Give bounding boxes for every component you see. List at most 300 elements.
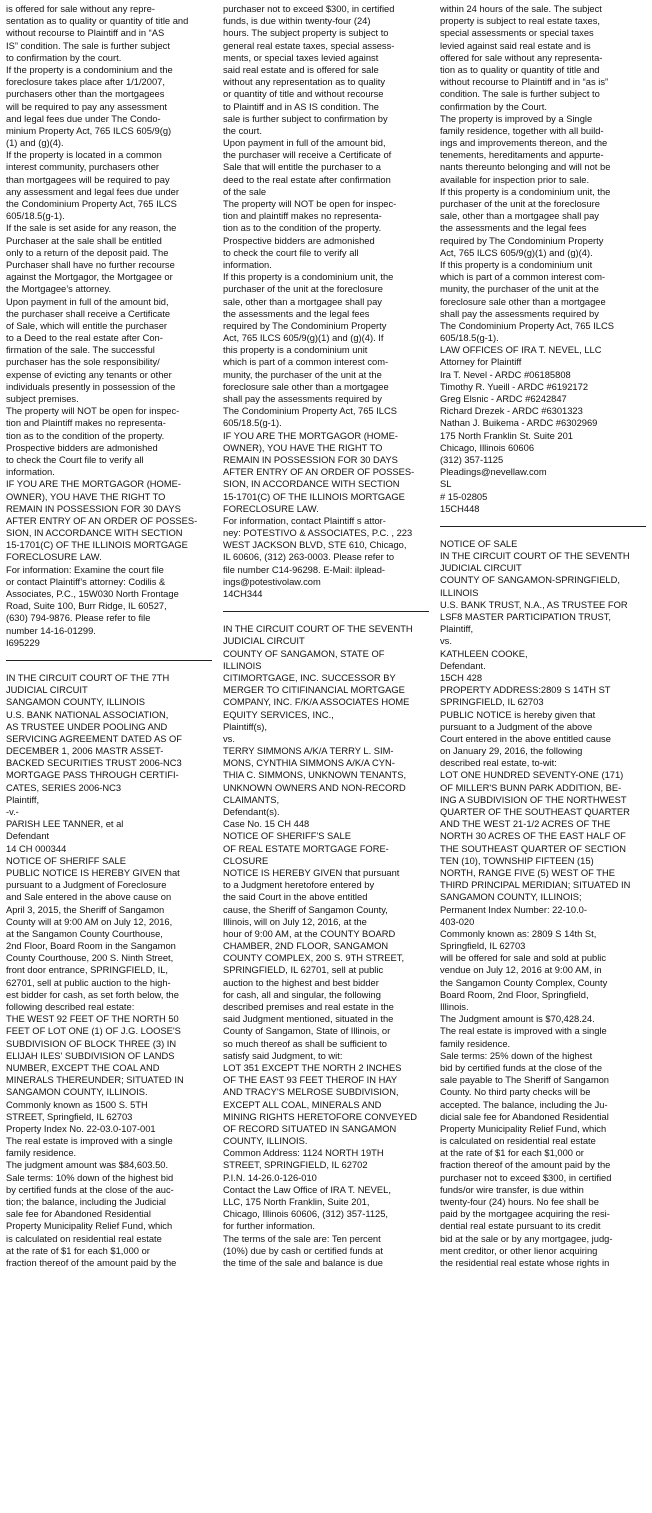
notice-text-line: JUDICIAL CIRCUIT [223,636,305,647]
notice-text-line: purchaser of the unit at the foreclosure [440,199,600,209]
notice-text-line: If the property is a condominium and the [6,64,173,75]
notice-text-block [223,623,429,1269]
notice-text-line: general real estate taxes, special assess- [223,40,395,51]
notice-text-line: purchasers other than the mortgagees [6,89,165,100]
notice-text-line: 15CH448 [440,503,480,514]
notice-text-line: Associates, P.C., 15W030 North Frontage [6,589,179,599]
notice-text-line: paid by the mortgagee acquiring the resi- [440,1209,610,1220]
notice-text-line: KATHLEEN COOKE, [440,648,528,659]
notice-text-line: tenements, hereditaments and appurte- [440,150,604,161]
notice-text-line: accepted. The balance, including the Ju- [440,1099,608,1110]
notice-text-line: LOT 351 EXCEPT THE NORTH 2 INCHES [223,1062,402,1073]
notice-text-line: to a Deed to the real estate after Con- [6,333,163,344]
notice-text-line: family residence. [440,1038,511,1049]
notice-text-line: ings@potestivolaw.com [223,576,321,587]
notice-text-line: purchaser has the sole responsibility/ [6,357,160,368]
notice-text-line: is calculated on residential real estate [6,1233,162,1244]
notice-text-line: and legal fees due under The Condo- [6,113,161,124]
notice-text-line: pursuant to a Judgment of the above [440,721,593,732]
notice-text-line: the purchaser will receive a Certificate of [223,150,392,161]
notice-text-line: IS” condition. The sale is further subject [6,40,170,51]
notice-text-line: this property is a condominium unit [223,345,368,356]
notice-text-line: Sale terms: 25% down of the highest [440,1050,593,1061]
notice-text-line: to check the court file to verify all [223,247,359,258]
notice-text-line: MINERALS THEREUNDER; SITUATED IN [6,1075,184,1086]
notice-text-line: Purchaser at the sale shall be entitled [6,235,162,246]
notice-text-line: is offered for sale without any repre- [6,4,155,14]
notice-text-line: vendue on July 12, 2016 at 9:00 AM, in [440,965,602,976]
notice-text-line: 15-1701(C) OF THE ILLINOIS MORTGAGE [6,540,188,551]
notice-text-line: SL [440,479,452,490]
notice-text-line: interest community, purchasers other [6,162,160,173]
notice-text-line: ILLINOIS [440,587,479,598]
notice-text-line: If the property is located in a common [6,150,162,161]
notice-text-line: ment creditor, or other lienor acquiring [440,1245,598,1256]
notice-text-line: twenty-four (24) hours. No fee shall be [440,1197,599,1207]
notice-text-line: OF THE EAST 93 FEET THEROF IN HAY [223,1075,398,1086]
notice-text-line: foreclosure sale other than a mortgagee [223,381,389,392]
notice-text-line: JUDICIAL CIRCUIT [6,685,88,696]
notice-text-line: without recourse to Plaintiff and in “AS [6,28,165,39]
notice-text-line: STREET, Springfield, IL 62703 [6,1111,133,1122]
notice-text-line: County will at 9:00 AM on July 12, 2016, [6,916,173,927]
notice-text-line: dential real estate pursuant to its credit [440,1221,601,1232]
notice-text-line: family residence, together with all build- [440,125,604,136]
notice-text-block [6,672,212,1269]
notice-text-line: The property will NOT be open for inspec- [6,406,180,417]
notice-text-line: hours. The subject property is subject to [223,28,389,39]
notice-text-line: IN THE CIRCUIT COURT OF THE SEVENTH [440,551,630,562]
notice-text-line: ney: POTESTIVO & ASSOCIATES, P.C. , 223 [223,528,413,539]
notice-text-line: so much thereof as shall be sufficient to [223,1038,387,1049]
notice-text-line: AND TRACY'S MELROSE SUBDIVISION, [223,1087,399,1098]
notice-text-line: SION, IN ACCORDANCE WITH SECTION [223,479,400,490]
notice-text-line: Defendant. [440,660,486,671]
notice-text-line: Property Index No. 22-03.0-107-001 [6,1123,156,1134]
notice-text-line: tion as to the condition of the property. [223,223,382,234]
notice-text-line: NUMBER, EXCEPT THE COAL AND [6,1062,160,1073]
notice-text-line: COUNTY COMPLEX, 200 S. 9TH STREET, [223,953,405,964]
notice-text-line: If this property is a condominium unit [440,259,593,270]
notice-text-line: COUNTY OF SANGAMON-SPRINGFIELD, [440,575,620,586]
notice-text-line: 14 CH 000344 [6,843,67,854]
notice-column-2 [223,3,429,1509]
notice-text-line: on January 29, 2016, the following [440,746,583,757]
notice-text-line: ILLINOIS [223,660,262,671]
notice-text-line: (312) 357-1125 [440,454,504,465]
notice-text-line: FORECLOSURE LAW. [6,552,102,563]
notice-text-line: Board Room, 2nd Floor, Springfield, [440,989,589,1000]
notice-text-line: to a Judgment heretofore entered by [223,880,375,891]
notice-text-line: individuals presently in possession of the [6,381,176,392]
notice-text-line: BACKED SECURITIES TRUST 2006-NC3 [6,758,182,769]
notice-text-line: LSF8 MASTER PARTICIPATION TRUST, [440,612,611,622]
notice-text-line: LLC, 175 North Franklin, Suite 201, [223,1197,370,1207]
notice-text-line: Permanent Index Number: 22-10.0- [440,904,587,915]
notice-text-line: If this property is a condominium unit, the [440,186,611,197]
notice-text-line: Illinois, will on July 12, 2016, at the [223,916,367,927]
notice-text-line: munity, the purchaser of the unit at the [223,369,382,380]
notice-text-line: The property will NOT be open for inspec- [223,199,397,209]
notice-text-line: confirmation by the Court. [440,101,547,112]
notice-text-block [440,3,646,515]
notice-text-line: expense of evicting any tenants or other [6,369,172,380]
notice-text-line: NOTICE OF SHERIFF'S SALE [223,831,351,842]
notice-text-line: OF REAL ESTATE MORTGAGE FORE- [223,843,389,854]
notice-text-line: or contact Plaintiff’s attorney: Codilis & [6,576,166,587]
notice-text-line: than mortgagees will be required to pay [6,174,170,185]
notice-text-line: cause, the Sheriff of Sangamon County, [223,904,388,915]
notice-text-line: tion; the balance, including the Judicial [6,1197,166,1207]
notice-text-line: NOTICE OF SALE [440,538,518,549]
notice-text-line: Common Address: 1124 NORTH 19TH [223,1148,384,1159]
notice-text-line: required by The Condominium Property [223,320,387,331]
notice-text-line: auction to the highest and best bidder [223,977,379,988]
notice-text-line: of the sale [223,186,267,197]
notice-text-line: COUNTY OF SANGAMON, STATE OF [223,648,385,659]
notice-text-line: Commonly known as: 2809 S 14th St, [440,928,597,939]
notice-text-line: 605/18.5(g-1). [223,418,282,429]
notice-text-line: required by The Condominium Property [440,235,604,246]
notice-divider [6,660,212,661]
notice-text-line: NORTH 30 ACRES OF THE EAST HALF OF [440,831,626,842]
notice-text-line: satisfy said Judgment, to wit: [223,1050,343,1061]
notice-text-line: CLAIMANTS, [223,794,280,805]
notice-text-line: and Sale entered in the above cause on [6,892,172,903]
notice-column-3 [440,3,646,1509]
notice-text-line: I695229 [6,637,40,648]
notice-text-line: QUARTER OF THE SOUTHEAST QUARTER [440,807,630,817]
notice-text-line: 62701, sell at public auction to the high- [6,977,171,988]
notice-text-line: Sale terms: 10% down of the highest bid [6,1172,174,1183]
notice-text-line: REMAIN IN POSSESSION FOR 30 DAYS [223,454,398,465]
notice-text-line: at the rate of $1 for each $1,000 or [6,1245,150,1256]
notice-text-line: OF RECORD SITUATED IN SANGAMON [223,1123,397,1134]
notice-text-line: ings and improvements thereon, and the [440,138,608,149]
notice-text-line: COMPANY, INC. F/K/A ASSOCIATES HOME [223,697,410,708]
notice-text-line: Case No. 15 CH 448 [223,819,310,830]
notice-text-line: against the Mortgagor, the Mortgagee or [6,272,173,283]
notice-text-line: SPRINGFIELD, IL 62701, sell at public [223,965,384,976]
notice-text-line: vs. [440,636,452,647]
notice-text-line: The property is improved by a Single [440,113,593,124]
notice-text-line: NOTICE OF SHERIFF SALE [6,855,126,866]
notice-text-line: purchaser of the unit at the foreclosure [223,284,383,295]
notice-text-line: Attorney for Plaintiff [440,357,522,368]
notice-text-line: will be required to pay any assessment [6,101,168,112]
notice-divider [223,611,429,612]
notice-text-line: the time of the sale and balance is due [223,1257,383,1268]
notice-text-line: available for inspection prior to sale. [440,174,590,185]
notice-text-line: ments, or special taxes levied against [223,52,379,63]
notice-text-line: Chicago, Illinois 60606 [440,442,535,453]
notice-text-line: Nathan J. Buikema - ARDC #6302969 [440,418,598,429]
notice-text-line: 15CH 428 [440,672,483,683]
notice-text-line: dicial sale fee for Abandoned Residential [440,1111,609,1122]
notice-text-line: For information: Examine the court file [6,564,164,575]
notice-text-line: Defendant [6,831,50,842]
notice-text-line: IL 60606, (312) 263-0003. Please refer to [223,552,395,563]
notice-text-line: sale payable to The Sheriff of Sangamon [440,1075,609,1086]
notice-text-line: bid by certified funds at the close of the [440,1062,603,1073]
notice-text-line: Act, 765 ILCS 605/9(g)(1) and (g)(4). If [223,333,384,344]
notice-text-line: (630) 794-9876. Please refer to file [6,613,151,624]
notice-text-line: firmation of the sale. The successful [6,345,155,356]
notice-text-line: Greg Elsnic - ARDC #6242847 [440,394,567,404]
notice-text-line: CLOSURE [223,855,269,866]
notice-text-line: PROPERTY ADDRESS:2809 S 14TH ST [440,685,611,696]
notice-text-line: is calculated on residential real estate [440,1136,596,1147]
notice-text-line: EQUITY SERVICES, INC., [223,709,334,720]
notice-text-line: Springfield, IL 62703 [440,941,526,952]
notice-text-line: County. No third party checks will be [440,1087,591,1098]
notice-text-line: 605/18.5(g-1). [6,211,65,222]
notice-text-line: for cash, all and singular, the following [223,989,381,1000]
notice-text-line: purchaser not to exceed $300, in certified [223,4,395,14]
notice-text-line: the court. [223,125,262,136]
notice-text-line: Timothy R. Yueill - ARDC #6192172 [440,381,589,392]
notice-text-line: COUNTY, ILLINOIS. [223,1136,308,1147]
notice-text-line: hour of 9:00 AM, at the COUNTY BOARD [223,928,396,939]
notice-text-line: levied against said real estate and is [440,40,591,51]
notice-text-line: Act, 765 ILCS 605/9(g)(1) and (g)(4). [440,247,593,258]
notice-text-line: front door entrance, SPRINGFIELD, IL, [6,965,169,976]
notice-text-line: TERRY SIMMONS A/K/A TERRY L. SIM- [223,746,394,757]
notice-text-line: (1) and (g)(4). [6,138,64,149]
notice-text-line: FORECLOSURE LAW. [223,503,319,514]
notice-text-line: IN THE CIRCUIT COURT OF THE 7TH [6,672,170,683]
notice-text-line: special assessments or special taxes [440,28,594,39]
notice-text-line: the assessments and the legal fees [223,308,370,319]
notice-text-line: purchaser not to exceed $300, in certified [440,1172,612,1183]
notice-text-line: tion as to the condition of the property. [6,430,165,441]
notice-text-line: foreclosure sale other than a mortgagee [440,296,606,307]
notice-text-line: Prospective bidders are admonished [6,442,158,453]
notice-text-line: MINING RIGHTS HERETOFORE CONVEYED [223,1111,417,1122]
notice-text-line: WEST JACKSON BLVD, STE 610, Chicago, [223,540,407,551]
notice-text-line: 175 North Franklin St. Suite 201 [440,430,573,441]
notice-text-line: SANGAMON COUNTY, ILLINOIS. [6,1087,148,1098]
notice-text-line: AFTER ENTRY OF AN ORDER OF POSSES- [223,467,415,478]
notice-text-line: Commonly known as 1500 S. 5TH [6,1099,148,1110]
notice-text-line: DECEMBER 1, 2006 MASTR ASSET- [6,746,164,757]
notice-text-line: at the Sangamon County Courthouse, [6,928,163,939]
notice-text-block [223,3,429,600]
notice-text-line: Pleadings@nevellaw.com [440,467,547,478]
notice-text-line: number 14-16-01299. [6,625,96,636]
notice-text-line: SANGAMON COUNTY, ILLINOIS [6,697,145,708]
notice-text-line: described real estate, to-wit: [440,758,557,769]
notice-text-line: Plaintiff, [6,794,40,805]
notice-text-line: family residence. [6,1148,77,1159]
notice-text-line: which is part of a common interest com- [223,357,389,368]
notice-text-line: (10%) due by cash or certified funds at [223,1245,383,1256]
notice-text-line: The Condominium Property Act, 765 ILCS [223,406,397,417]
notice-text-line: Contact the Law Office of IRA T. NEVEL, [223,1184,391,1195]
notice-text-line: sale, other than a mortgagee shall pay [440,211,599,222]
notice-text-line: Road, Suite 100, Burr Ridge, IL 60527, [6,601,167,612]
notice-text-line: without recourse to Plaintiff and in “as is” [440,77,609,88]
notice-text-line: IF YOU ARE THE MORTGAGOR (HOME- [223,430,398,441]
notice-text-block [6,3,212,649]
notice-text-line: U.S. BANK NATIONAL ASSOCIATION, [6,709,169,720]
notice-text-line: Chicago, Illinois 60606, (312) 357-1125, [223,1209,389,1220]
notice-text-line: Plaintiff, [440,624,474,635]
notice-text-line: the assessments and the legal fees [440,223,587,234]
notice-text-line: minium Property Act, 765 ILCS 605/9(g) [6,125,172,136]
notice-text-line: the purchaser shall receive a Certificate [6,308,171,319]
notice-text-line: STREET, SPRINGFIELD, IL 62702 [223,1160,368,1171]
notice-text-line: NORTH, RANGE FIVE (5) WEST OF THE [440,867,615,878]
notice-text-line: information. [223,259,272,270]
notice-text-block [440,538,646,1269]
notice-text-line: sale is further subject to confirmation by [223,113,388,124]
notice-text-line: funds, is due within twenty-four (24) [223,16,371,27]
notice-text-line: THIA C. SIMMONS, UNKNOWN TENANTS, [223,770,407,781]
notice-column-1 [6,3,212,1509]
notice-text-line: to check the Court file to verify all [6,454,144,465]
notice-text-line: SION, IN ACCORDANCE WITH SECTION [6,528,183,539]
notice-text-line: AS TRUSTEE UNDER POOLING AND [6,721,168,732]
notice-text-line: without any representation as to quality [223,77,386,88]
notice-text-line: UNKNOWN OWNERS AND NON-RECORD [223,782,406,793]
notice-text-line: CHAMBER, 2ND FLOOR, SANGAMON [223,941,389,952]
notice-text-line: munity, the purchaser of the unit at the [440,284,599,295]
notice-text-line: 403-020 [440,916,475,927]
notice-text-line: NOTICE IS HEREBY GIVEN that pursuant [223,867,400,878]
notice-text-line: THIRD PRINCIPAL MERIDIAN; SITUATED IN [440,880,631,891]
notice-text-line: deed to the real estate after confirmation [223,174,391,185]
notice-text-line: bid at the sale or by any mortgagee, judg- [440,1233,613,1244]
notice-text-line: MORTGAGE PASS THROUGH CERTIFI- [6,770,179,781]
notice-text-line: within 24 hours of the sale. The subject [440,4,602,14]
notice-text-line: SPRINGFIELD, IL 62703 [440,697,544,708]
notice-text-line: Court entered in the above entitled cause [440,733,611,744]
notice-text-line: U.S. BANK TRUST, N.A., AS TRUSTEE FOR [440,599,628,610]
notice-text-line: TEN (10), TOWNSHIP FIFTEEN (15) [440,855,594,866]
notice-text-line: only to a return of the deposit paid. The [6,247,169,258]
notice-text-line: property is subject to real estate taxes, [440,16,600,27]
notice-text-line: # 15-02805 [440,491,488,502]
notice-text-line: ING A SUBDIVISION OF THE NORTHWEST [440,794,627,805]
notice-text-line: Property Municipality Relief Fund, which [6,1221,173,1232]
notice-text-line: fraction thereof of the amount paid by the [6,1257,177,1268]
notice-text-line: The real estate is improved with a single [6,1136,173,1147]
notice-text-line: or quantity of title and without recourse [223,89,384,100]
notice-text-line: OWNER), YOU HAVE THE RIGHT TO [223,442,383,453]
notice-text-line: the said Court in the above entitled [223,892,368,903]
notice-text-line: vs. [223,733,235,744]
notice-text-line: Ira T. Nevel - ARDC #06185808 [440,369,571,380]
notice-text-line: file number C14-96298. E-Mail: ilplead- [223,564,386,575]
notice-text-line: shall pay the assessments required by [440,308,599,319]
notice-text-line: SUBDIVISION OF BLOCK THREE (3) IN [6,1038,177,1049]
notice-text-line: offered for sale without any representa- [440,52,603,63]
notice-text-line: OWNER), YOU HAVE THE RIGHT TO [6,491,166,502]
notice-text-line: PUBLIC NOTICE is hereby given that [440,709,596,720]
notice-text-line: Richard Drezek - ARDC #6301323 [440,406,583,417]
notice-text-line: CITIMORTGAGE, INC. SUCCESSOR BY [223,672,396,683]
notice-text-line: the Sangamon County Complex, County [440,977,608,988]
notice-text-line: information. [6,467,55,478]
notice-text-line: shall pay the assessments required by [223,394,382,404]
notice-text-line: sentation as to quality or quantity of title and [6,16,189,27]
notice-text-line: IF YOU ARE THE MORTGAGOR (HOME- [6,479,181,490]
notice-text-line: The real estate is improved with a single [440,1026,607,1037]
notice-text-line: PUBLIC NOTICE IS HEREBY GIVEN that [6,867,180,878]
notice-text-line: tion as to quality or quantity of title and [440,64,600,75]
notice-text-line: SERVICING AGREEMENT DATED AS OF [6,733,183,744]
notice-text-line: funds/or wire transfer, is due within [440,1184,584,1195]
notice-text-line: LAW OFFICES OF IRA T. NEVEL, LLC [440,345,602,356]
notice-text-line: REMAIN IN POSSESSION FOR 30 DAYS [6,503,181,514]
notice-text-line: LOT ONE HUNDRED SEVENTY-ONE (171) [440,770,624,781]
notice-text-line: AND THE WEST 21-1/2 ACRES OF THE [440,819,611,830]
notice-text-line: nants thereunto belonging and will not be [440,162,611,173]
notice-text-line: ELIJAH ILES' SUBDIVISION OF LANDS [6,1050,175,1061]
notice-text-line: Sale that will entitle the purchaser to a [223,162,381,173]
notice-text-line: P.I.N. 14-26.0-126-010 [223,1172,317,1183]
notice-text-line: The judgment amount was $84,603.50. [6,1160,169,1171]
notice-text-line: est bidder for cash, as set forth below, the [6,989,179,1000]
notice-text-line: Purchaser shall have no further recourse [6,259,175,270]
notice-text-line: MONS, CYNTHIA SIMMONS A/K/A CYN- [223,758,395,769]
notice-text-line: The terms of the sale are: Ten percent [223,1233,381,1244]
notice-text-line: -v.- [6,807,19,817]
notice-text-line: tion and plaintiff makes no representa- [223,211,382,222]
notice-text-line: If the sale is set aside for any reason, the [6,223,177,234]
notice-text-line: sale fee for Abandoned Residential [6,1209,151,1220]
notice-text-line: For information, contact Plaintiff s attor- [223,515,386,526]
notice-text-line: PARISH LEE TANNER, et al [6,819,124,830]
notice-text-line: described premises and real estate in the [223,1002,394,1012]
notice-text-line: subject premises. [6,394,79,404]
notice-text-line: the residential real estate whose rights in [440,1257,610,1268]
notice-text-line: the Condominium Property Act, 765 ILCS [6,199,177,209]
notice-text-line: 15-1701(C) OF THE ILLINOIS MORTGAGE [223,491,405,502]
notice-text-line: JUDICIAL CIRCUIT [440,563,522,574]
notice-text-line: 605/18.5(g-1). [440,333,499,344]
notice-text-line: of Sale, which will entitle the purchaser [6,320,168,331]
notice-text-line: to Plaintiff and in AS IS condition. The [223,101,380,112]
notice-text-line: The Condominium Property Act, 765 ILCS [440,320,614,331]
notice-text-line: Upon payment in full of the amount bid, [223,138,386,149]
notice-text-line: sale, other than a mortgagee shall pay [223,296,382,307]
notice-text-line: THE SOUTHEAST QUARTER OF SECTION [440,843,627,854]
notice-text-line: Prospective bidders are admonished [223,235,375,246]
notice-text-line: tion and Plaintiff makes no representa- [6,418,166,429]
notice-text-line: by certified funds at the close of the auc- [6,1184,174,1195]
notice-text-line: Illinois. [440,1002,469,1012]
notice-text-line: Plaintiff(s), [223,721,267,732]
notice-text-line: fraction thereof of the amount paid by the [440,1160,611,1171]
notice-text-line: the Mortgagee’s attorney. [6,284,112,295]
notice-divider [440,526,646,527]
notice-text-line: pursuant to a Judgment of Foreclosure [6,880,167,891]
notice-text-line: said Judgment mentioned, situated in the [223,1014,394,1025]
notice-text-line: Upon payment in full of the amount bid, [6,296,169,307]
notice-text-line: FEET OF LOT ONE (1) OF J.G. LOOSE'S [6,1026,181,1037]
notice-text-line: at the rate of $1 for each $1,000 or [440,1148,584,1159]
notice-text-line: County of Sangamon, State of Illinois, or [223,1026,391,1037]
notice-text-line: EXCEPT ALL COAL, MINERALS AND [223,1099,382,1110]
notice-text-line: following described real estate: [6,1002,135,1012]
notice-text-line: April 3, 2015, the Sheriff of Sangamon [6,904,165,915]
notice-text-line: If this property is a condominium unit, the [223,272,394,283]
notice-text-line: 14CH344 [223,589,263,599]
notice-text-line: County Courthouse, 200 S. Ninth Street, [6,953,174,964]
notice-text-line: CATES, SERIES 2006-NC3 [6,782,122,793]
